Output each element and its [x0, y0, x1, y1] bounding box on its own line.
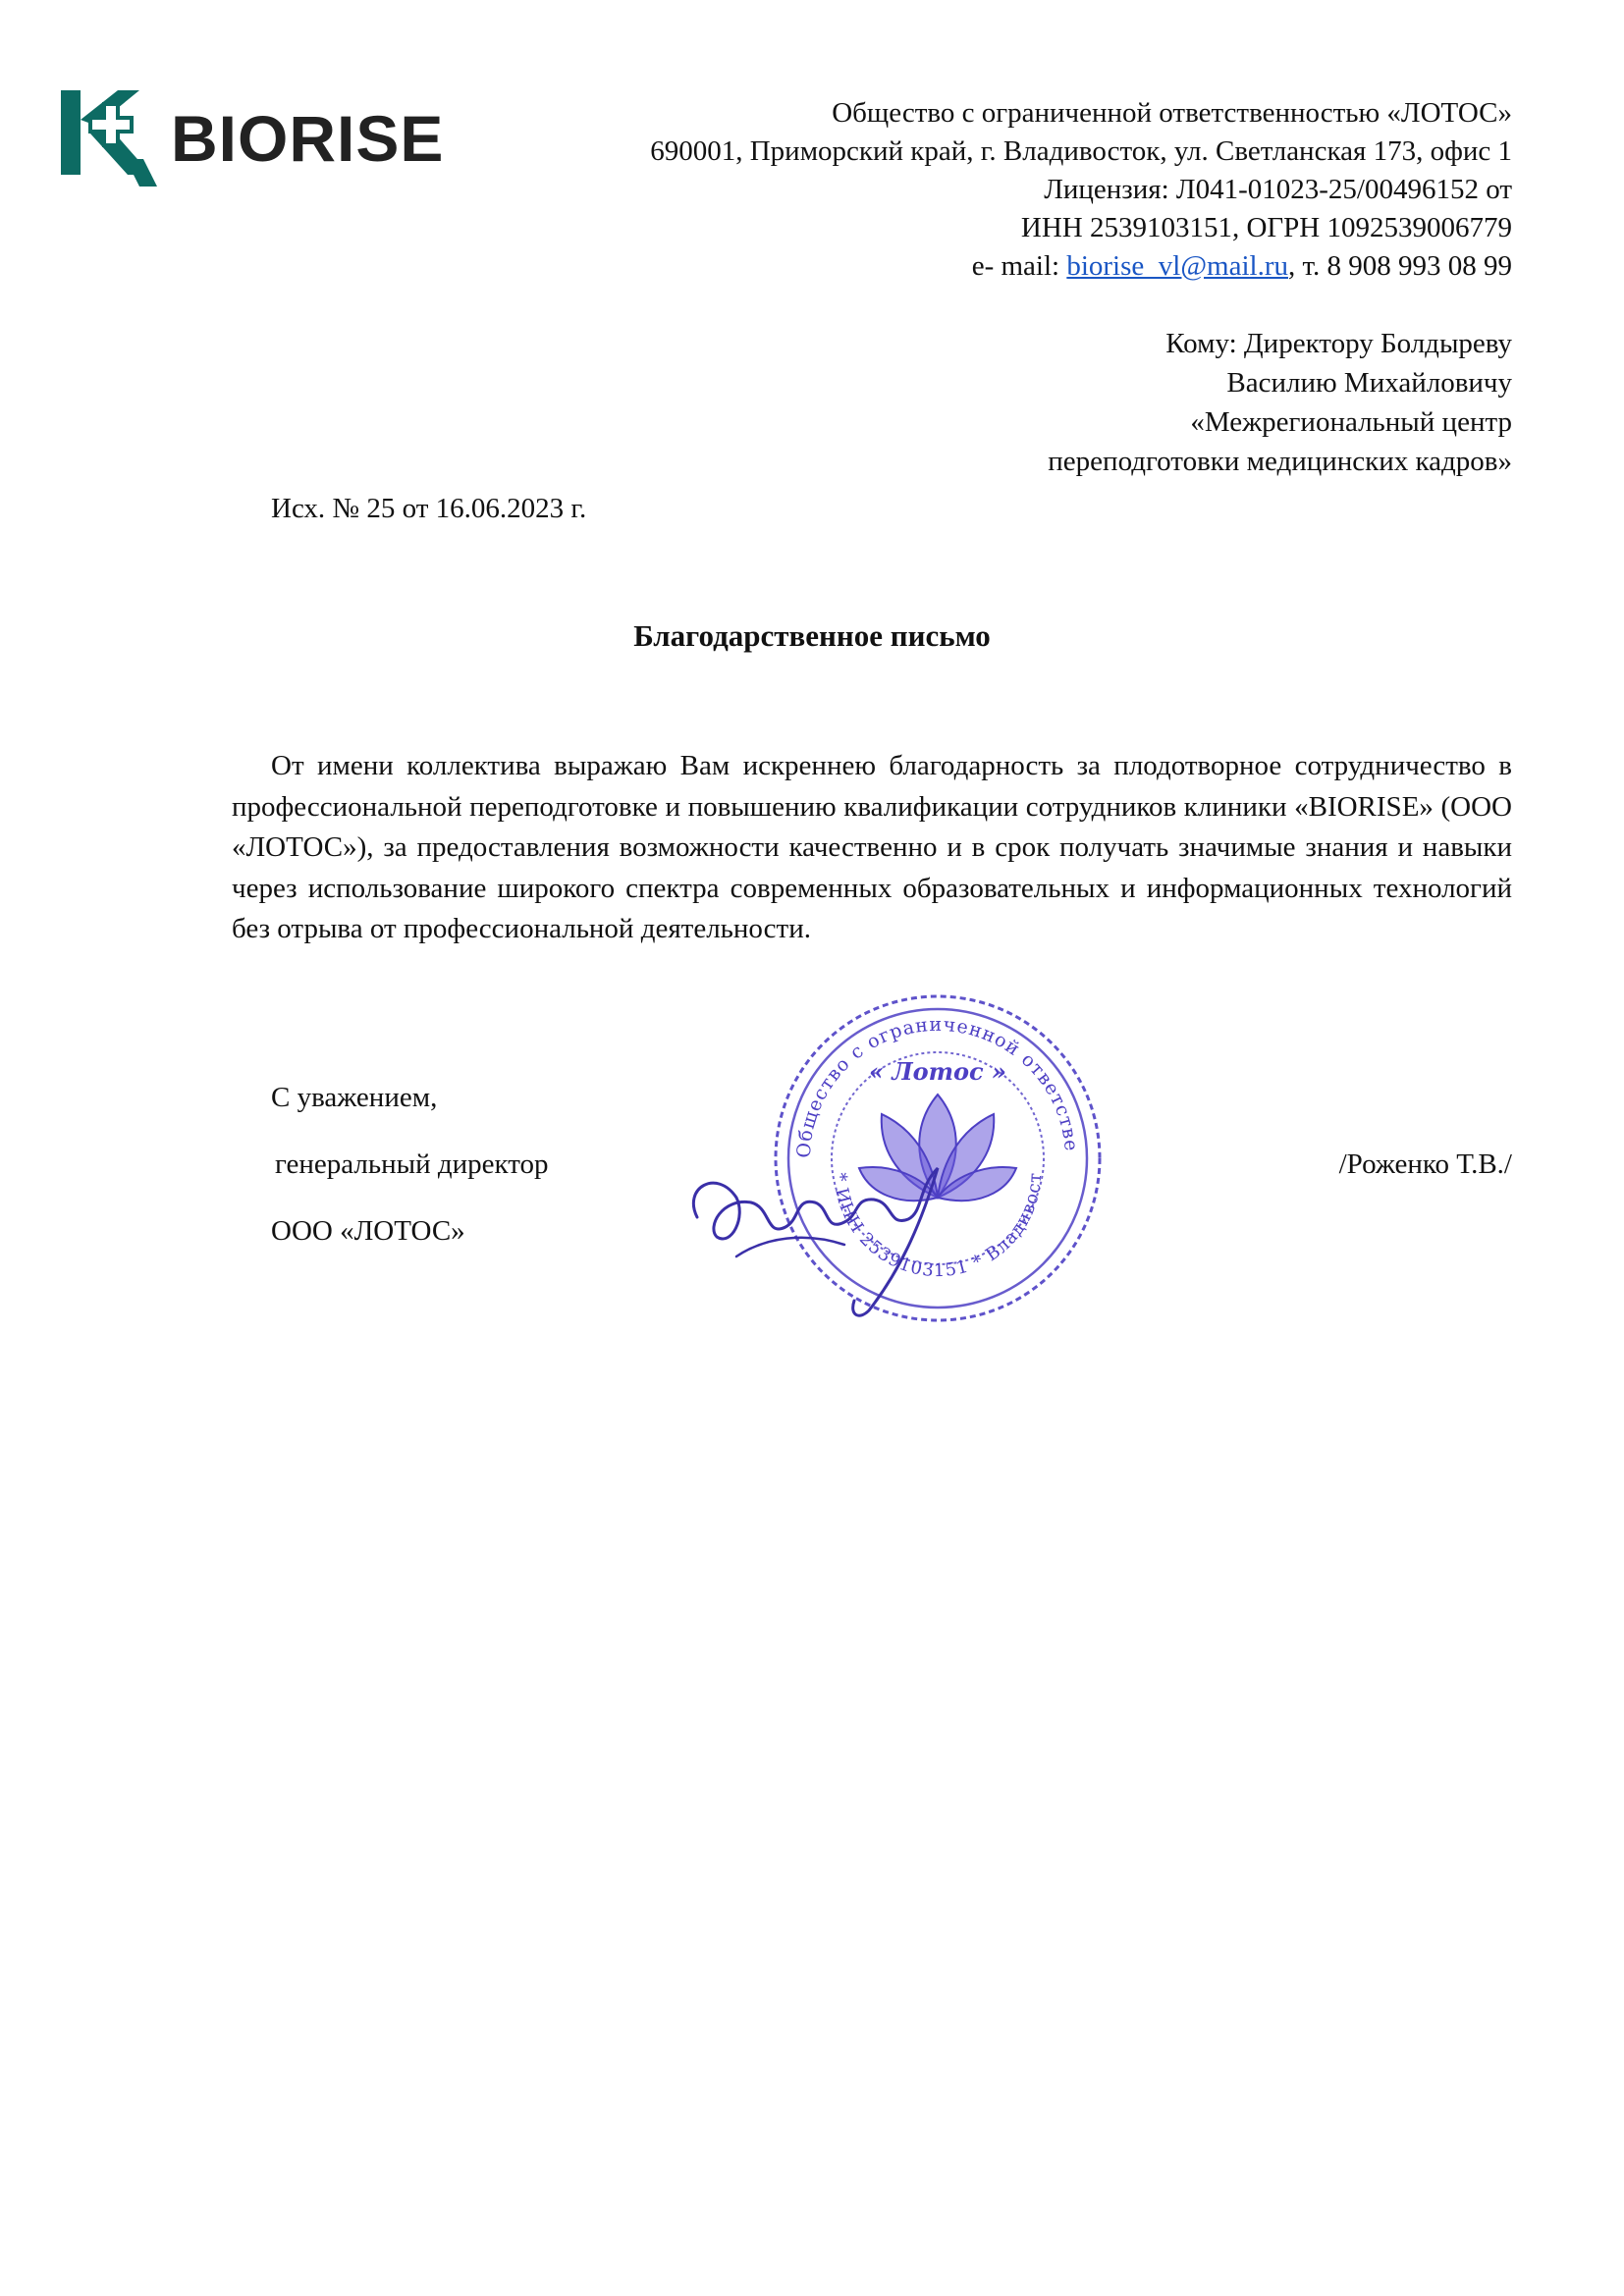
recipient-line-2: Василию Михайловичу [1226, 367, 1512, 399]
company-license: Лицензия: Л041-01023-25/00496152 от [1044, 174, 1512, 205]
document-title: Благодарственное письмо [633, 618, 991, 653]
seal-outer-text: Общество с ограниченной ответстве [792, 1013, 1082, 1159]
recipient-line-1: Кому: Директору Болдыреву [1165, 328, 1512, 359]
seal-center-text: « Лотос » [869, 1057, 1006, 1086]
email-link[interactable]: biorise_vl@mail.ru [1066, 250, 1288, 282]
company-name: Общество с ограниченной ответственностью «ЛОТОС» [832, 97, 1512, 129]
outgoing-reference: Исх. № 25 от 16.06.2023 г. [271, 493, 587, 524]
company-header [530, 94, 1512, 286]
company-contacts [530, 247, 1512, 286]
biorise-k-cross-logo-icon [61, 90, 157, 187]
company-address: 690001, Приморский край, г. Владивосток, ул. Светланская 173, офис 1 [650, 135, 1512, 167]
recipient-line-4: переподготовки медицинских кадров» [1048, 446, 1512, 477]
logo-wordmark: BIORISE [171, 102, 445, 175]
phone-text: , т. 8 908 993 08 99 [1288, 250, 1512, 282]
closing-regards: С уважением, [271, 1082, 438, 1113]
email-prefix: e- mail: [971, 250, 1067, 282]
recipient-line-3: «Межрегиональный центр [1190, 406, 1512, 438]
signature-graphic [677, 1129, 972, 1325]
signer-company: ООО «ЛОТОС» [271, 1215, 465, 1247]
seal-bottom-text: * ИНН 2539103151 * Владивост [829, 1171, 1047, 1282]
company-logo [61, 90, 473, 188]
signer-position: генеральный директор [275, 1148, 549, 1180]
signer-name: /Роженко Т.В./ [1338, 1148, 1512, 1180]
company-inn-ogrn: ИНН 2539103151, ОГРН 1092539006779 [1020, 212, 1512, 243]
recipient-block [825, 324, 1512, 481]
handwritten-signature [677, 1129, 972, 1325]
letter-body: От имени коллектива выражаю Вам искреннею благодарность за плодотворное сотрудничество в профессиональной переподготовке и повышению квалификации сотрудников клиники «BIORISE» (ООО «ЛОТОС»), за предоставления возможности качественно и в срок получать значимые знания и навыки через использование широкого спектра современных образовательных и информационных технологий без отрыва от профессиональной деятельности. [232, 750, 1512, 945]
